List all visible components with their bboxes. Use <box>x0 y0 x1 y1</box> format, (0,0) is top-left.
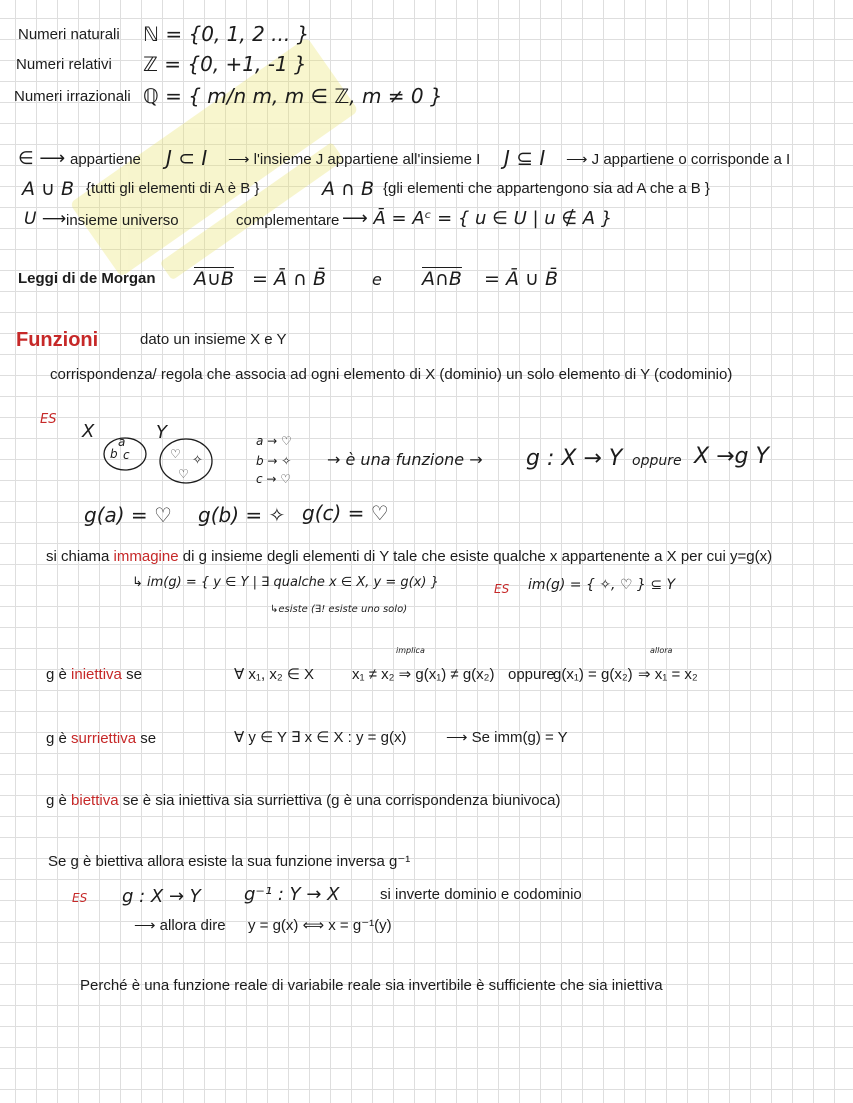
complement-expression: ⟶ Ā = Aᶜ = { u ∈ U | u ∉ A } <box>342 208 613 229</box>
inverse-text: Se g è biettiva allora esiste la sua funzione inversa g⁻¹ <box>48 853 411 870</box>
subset-symbol: J ⊂ I <box>166 146 208 170</box>
functions-intro: dato un insieme X e Y <box>140 331 287 348</box>
morgan-title: Leggi di de Morgan <box>18 270 156 287</box>
morgan-law2-right: = Ā ∪ B̄ <box>484 268 558 290</box>
inverse-ginv-map: g⁻¹ : Y → X <box>244 884 340 905</box>
intersection-text: {gli elementi che appartengono sia ad A che a B } <box>383 180 710 197</box>
subseteq-symbol: J ⊆ I <box>504 146 546 170</box>
inverse-g-map: g : X → Y <box>122 886 201 907</box>
morgan-connector: e <box>372 270 382 289</box>
surjective-suffix: se <box>140 730 157 747</box>
value-g-b: g(b) = ✧ <box>198 503 286 527</box>
map-a: a → ♡ <box>256 434 292 448</box>
surjective-condition: ∀ y ∈ Y ∃ x ∈ X : y = g(x) <box>234 729 407 746</box>
relative-label: Numeri relativi <box>16 56 112 73</box>
svg-text:♡: ♡ <box>170 447 181 461</box>
set-x-element-c: c <box>123 448 130 462</box>
union-symbol: A ∪ B <box>22 178 75 200</box>
set-x-element-a: a <box>118 435 126 449</box>
function-notation: g : X → Y <box>526 446 623 471</box>
image-formula: ↳ im(g) = { y ∈ Y | ∃ qualche x ∈ X, y = g(x) } <box>132 575 439 590</box>
image-note: ↳esiste (∃! esiste uno solo) <box>270 604 408 615</box>
injective-then-note: allora <box>650 646 673 655</box>
es-label: ES <box>40 412 57 427</box>
belongs-symbol: ∈ ⟶ <box>18 148 66 169</box>
intersection-symbol: A ∩ B <box>322 178 375 200</box>
morgan-law2-left: A∩B <box>422 268 462 290</box>
image-word: immagine <box>113 548 179 565</box>
functions-title: Funzioni <box>16 329 99 351</box>
irrational-label: Numeri irrazionali <box>14 88 131 105</box>
union-text: {tutti gli elementi di A è B } <box>86 180 260 197</box>
value-g-a: g(a) = ♡ <box>84 503 172 527</box>
inverse-es-label: ES <box>72 891 88 905</box>
injective-or: oppure <box>508 666 555 683</box>
conclusion-text: Perché è una funzione reale di variabile reale sia invertibile è sufficiente che sia iniettiva <box>80 977 663 994</box>
irrational-expression: ℚ = { m/n m, m ∈ ℤ, m ≠ 0 } <box>143 84 443 108</box>
functions-definition: corrispondenza/ regola che associa ad ogni elemento di X (dominio) un solo elemento di Y (codominio) <box>50 366 733 383</box>
function-notation-alt: X →g Y <box>694 444 769 469</box>
universe-symbol: U ⟶ <box>24 209 67 229</box>
image-definition <box>46 548 772 566</box>
image-prefix: si chiama <box>46 548 110 565</box>
inverse-equivalence: y = g(x) ⟺ x = g⁻¹(y) <box>248 917 392 934</box>
injective-result: ⇒ x₁ = x₂ <box>638 666 698 683</box>
surjective-prefix: g è <box>46 730 67 747</box>
set-x-element-b: b <box>110 447 118 461</box>
natural-label: Numeri naturali <box>18 26 120 43</box>
injective-condition: x₁ ≠ x₂ ⇒ g(x₁) ≠ g(x₂) <box>352 666 495 683</box>
injective-implies-note: implica <box>396 646 425 655</box>
injective-condition-2: g(x₁) = g(x₂) <box>553 666 633 683</box>
subseteq-text: ⟶ J appartiene o corrisponde a I <box>566 151 791 168</box>
map-b: b → ✧ <box>256 454 292 468</box>
bijective-prefix: g è <box>46 792 67 809</box>
relative-expression: ℤ = {0, +1, -1 } <box>143 52 307 76</box>
morgan-law1-right: = Ā ∩ B̄ <box>252 268 326 290</box>
set-y-label: Y <box>156 422 167 443</box>
is-function-text: → è una funzione → <box>327 450 483 469</box>
value-g-c: g(c) = ♡ <box>302 501 389 525</box>
function-notation-or: oppure <box>632 453 682 469</box>
universe-text: insieme universo <box>66 212 179 229</box>
surjective-arrow-text: ⟶ Se imm(g) = Y <box>446 729 568 746</box>
injective-definition <box>46 666 142 684</box>
map-c: c → ♡ <box>256 472 292 486</box>
svg-text:♡: ♡ <box>178 467 189 481</box>
subset-text: ⟶ l'insieme J appartiene all'insieme I <box>228 151 481 168</box>
injective-forall: ∀ x₁, x₂ ∈ X <box>234 666 315 683</box>
complement-text: complementare <box>236 212 340 229</box>
bijective-word: biettiva <box>71 792 119 809</box>
injective-prefix: g è <box>46 666 67 683</box>
svg-text:✧: ✧ <box>192 453 203 468</box>
inverse-swap-text: si inverte dominio e codominio <box>380 886 582 903</box>
set-y-diagram <box>158 436 216 488</box>
image-suffix: di g insieme degli elementi di Y tale che esiste qualche x appartenente a X per cui y=g(x) <box>182 548 773 565</box>
inverse-then-text: ⟶ allora dire <box>134 917 226 934</box>
image-es-label: ES <box>494 582 510 596</box>
injective-suffix: se <box>126 666 142 683</box>
belongs-text: appartiene <box>70 151 141 168</box>
bijective-definition <box>46 792 560 810</box>
natural-expression: ℕ = {0, 1, 2 ... } <box>143 22 310 46</box>
surjective-word: surriettiva <box>71 730 137 747</box>
bijective-suffix: se è sia iniettiva sia surriettiva (g è una corrispondenza biunivoca) <box>122 792 561 809</box>
surjective-definition <box>46 730 156 748</box>
image-es-expression: im(g) = { ✧, ♡ } ⊆ Y <box>528 577 676 593</box>
morgan-law1-left: A∪B <box>194 268 234 290</box>
injective-word: iniettiva <box>71 666 122 683</box>
set-x-label: X <box>82 421 95 442</box>
